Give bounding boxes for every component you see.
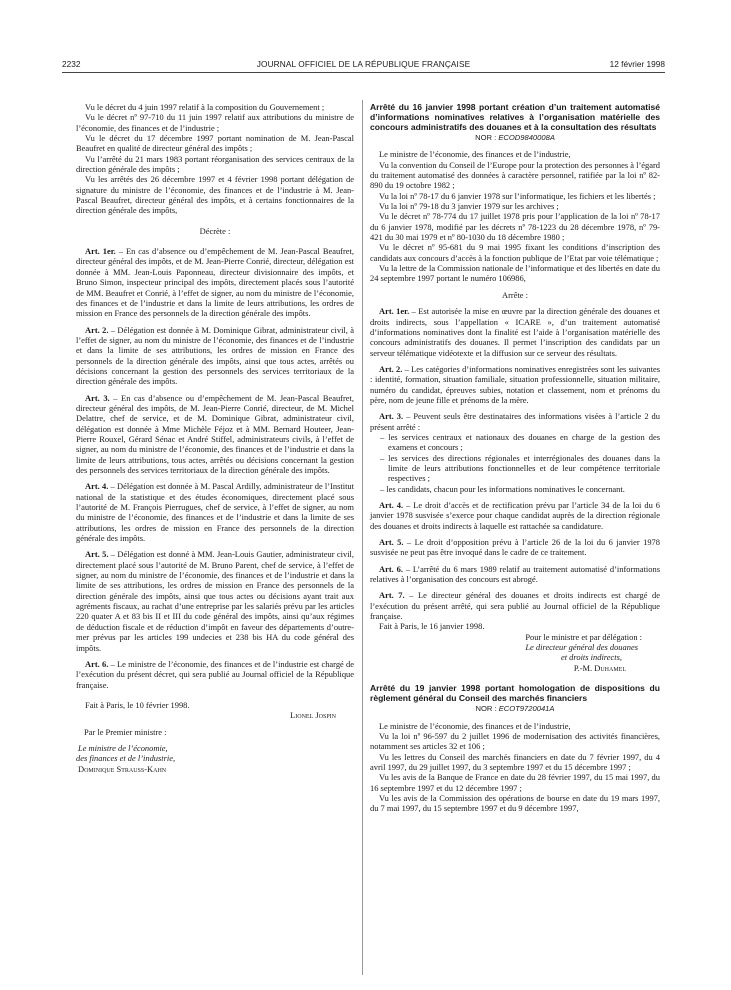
article-text: – En cas d’absence ou d’empêchement de M. Jean-Pascal Beaufret, directeur général des impôts, de M. Jean-Pierre Conrié, directeur, de M. Michel Delattre, chef de service, et de M. Dominique Gibrat, administrateur civil, délégation est donnée à Mme Michèle Féjoz et à MM. Bernard Houteer, Jean-Pierre Rouxel, Gérard Sénac et André Stiffel, administrateurs civils, à l’effet de signer, au nom du ministre de l’économie, des finances et de l’industrie et dans la limite de leurs attributions, tous actes, arrêtés ou décisions concernant la gestion des personnels des services territoriaux de la direction générale des impôts. [76,392,354,475]
article [76,325,354,387]
visa: Vu le décret nº 78-774 du 17 juillet 1978 pris pour l’application de la loi nº 78-17 du 6 janvier 1978, modifié par les décrets nº 78-1223 du 28 décembre 1978, nº 79-421 du 30 mai 1979 et nº 80-1030 du 18 décembre 1980 ; [370,211,660,243]
article-text: – Les catégories d’informations nominatives enregistrées sont les suivantes : identité, formation, situation familiale, situation professionnelle, situation militaire, numéro du candidat, épreuves subies, notation et classement, nom et prénoms du père, nom de jeune fille et prénoms de la mère. [370,363,661,405]
nor-code: ECOT9720041A [498,704,555,714]
visa: Vu les avis de la Banque de France en date du 28 février 1997, du 15 mai 1997, du 16 septembre 1997 et du 12 décembre 1997 ; [370,772,660,793]
visa: Vu la loi nº 79-18 du 3 janvier 1979 sur les archives ; [379,201,559,212]
article [76,549,354,652]
article-label: Art. 2. [379,363,403,374]
article-text: – L’arrêté du 6 mars 1989 relatif au traitement automatisé d’informations relatives à l’organisation des concours est abrogé. [370,563,660,585]
page-number: 2232 [62,59,81,69]
article-label: Art. 1er. [379,306,410,317]
article-text: – Le droit d’accès et de rectification prévu par l’article 34 de la loi du 6 janvier 1978 susvisée s’exerce pour chaque candidat auprès de la direction régionale des douanes et droits indirects à laquelle est rattachée sa candidature. [370,500,660,531]
signature-line: Pour le ministre et par délégation : [525,631,642,642]
fait-a-paris: Fait à Paris, le 16 janvier 1998. [379,621,485,632]
column-divider [362,100,363,975]
article [370,306,660,358]
article-text: – Délégation est donné à MM. Jean-Louis Gautier, administrateur civil, directement placé sous l’autorité de M. Bruno Parent, chef de service, à l’effet de signer, au nom du ministre de l’économie, des finances et de l’industrie et dans la limite de ses attributions, les ordres de mission en France des personnels de la direction générale des impôts, ainsi que tous actes ou décisions ayant trait aux agréments fiscaux, au rachat d’une entreprise par les salariés prévu par les articles 220 quater A et 83 bis II et III du code général des impôts, ainsi qu’aux régimes de déduction fiscale et de réduction d’impôt en faveur des départements d’outre-mer prévus par les articles 199 undecies et 238 bis HA du code général des impôts. [76,549,354,653]
visa: Vu l’arrêté du 21 mars 1983 portant réorganisation des services centraux de la direction générale des impôts ; [76,153,354,175]
visa: Vu le décret nº 97-710 du 11 juin 1997 relatif aux attributions du ministre de l’économie, des finances et de l’industrie ; [76,112,354,133]
nor-reference [370,704,660,714]
article-label: Art. 7. [379,590,405,601]
article-label: Art. 5. [379,537,404,548]
visa: Vu la loi nº 78-17 du 6 janvier 1978 sur l’informatique, les fichiers et les libertés ; [379,190,656,201]
arrete-heading: Arrête : [501,289,528,300]
visa: Vu les arrêtés des 26 décembre 1997 et 4 février 1998 portant délégation de signature du ministre de l’économie, des finances et de l’industrie à M. Jean-Pascal Beaufret, directeur général des impôts, et à certains fonctionnaires de la direction générale des impôts, [76,174,354,216]
visa: Vu les lettres du Conseil des marchés financiers en date du 7 février 1997, du 4 avril 1997, du 29 juillet 1997, du 3 septembre 1997 et du 15 décembre 1997 ; [370,751,660,772]
nor-code: ECOD9840008A [498,133,555,142]
article-text: – Peuvent seuls être destinataires des informations visées à l’article 2 du présent arrêté : [370,411,660,432]
article-text: – Délégation est donnée à M. Dominique Gibrat, administrateur civil, à l’effet de signer, au nom du ministre de l’économie, des finances et de l’industrie et dans la limite de ses attributions, les ordres de mission en France des personnels de la direction générale des impôts, ainsi que tous actes, arrêtés ou décisions concernant la gestion des personnels des services territoriaux de la direction générale des impôts. [76,324,354,387]
article-label: Art. 1er. [85,246,116,257]
signature-title: et droits indirects, [560,652,622,663]
list-item: – les candidats, chacun pour les informations nominatives le concernant. [370,484,660,494]
article [76,659,354,690]
article-label: Art. 3. [379,411,404,422]
issue-date: 12 février 1998 [609,59,665,69]
recipient-list [370,432,660,494]
article-text: – En cas d’absence ou d’empêchement de M. Jean-Pascal Beaufret, directeur général des impôts, et de M. Jean-Pierre Conrié, directeur, délégation est donnée à MM. Jean-Louis Paponneau, directeur divisionnaire des impôts, et Bruno Simon, inspecteur principal des impôts, directement placés sous l’autorité de MM. Beaufret et Conrié, à l’effet de signer, au nom du ministre de l’économie, des finances et de l’industrie et dans la limite de leurs attributions, les ordres de mission en France des personnels de la direction générale des impôts. [76,246,354,319]
arrete-title: Arrêté du 19 janvier 1998 portant homologation de dispositions du règlement général du Conseil des marchés financiers [370,683,660,704]
minister-name: Dominique Strauss-Kahn [78,763,167,774]
article [370,500,660,531]
article-label: Art. 3. [85,392,110,403]
article-label: Art. 6. [85,658,109,669]
arrete-intro: Le ministre de l’économie, des finances et de l’industrie, [379,149,571,160]
right-column [370,102,660,814]
arrete-intro: Le ministre de l’économie, des finances et de l’industrie, [379,720,571,731]
signature-title: Le directeur général des douanes [525,642,638,653]
article-label: Art. 2. [85,324,109,335]
article-label: Art. 4. [379,500,404,510]
article [370,411,660,432]
visa: Vu la lettre de la Commission nationale de l’informatique et des libertés en date du 24 septembre 1997 portant le numéro 106986, [370,263,660,284]
article [370,537,660,558]
visa: Vu le décret nº 95-681 du 9 mai 1995 fixant les conditions d’inscription des candidats aux concours d’accès à la fonction publique de l’Etat par voie télématique ; [370,242,660,263]
nor-reference [370,133,660,143]
nor-label: NOR : [475,133,499,142]
visa: Vu la loi nº 96-597 du 2 juillet 1996 de modernisation des activités financières, notamment ses articles 32 et 106 ; [370,730,660,752]
article [76,481,354,543]
article [370,590,660,621]
signatory: P.-M. Duhamel [573,662,626,673]
article [76,246,354,318]
article-text: – Est autorisée la mise en œuvre par la direction générale des douanes et droits indirects, sous l’appellation « ICARE », d’un traitement automatisé d’informations nominatives dont la finalité est l’aide à l’organisation matérielle des concours administratifs des douanes. Il permet l’inscription des candidats par un serveur télématique vidéotexte et la diffusion sur ce serveur des résultats. [370,306,660,358]
article [370,364,660,405]
by-prime-minister: Par le Premier ministre : [84,726,167,737]
visa: Vu le décret du 17 décembre 1997 portant nomination de M. Jean-Pascal Beaufret en qualité de directeur général des impôts ; [76,133,354,154]
left-column [76,102,354,774]
article [370,564,660,585]
article-text: – Le droit d’opposition prévu à l’article 26 de la loi du 6 janvier 1978 susvisée ne peut pas être invoqué dans le cadre de ce traitement. [370,537,660,558]
article [76,393,354,476]
visa: Vu la convention du Conseil de l’Europe pour la protection des personnes à l’égard du traitement automatisé des données à caractère personnel, ratifiée par la loi nº 82-890 du 19 octobre 1982 ; [370,159,660,191]
decrete-heading: Décrète : [199,225,231,236]
list-item: – les services centraux et nationaux des douanes en charge de la gestion des examens et concours ; [370,432,660,453]
header-rule [62,72,665,73]
visa: Vu les avis de la Commission des opérations de bourse en date du 19 mars 1997, du 7 mai 1997, du 15 septembre 1997 et du 9 décembre 1997, [370,792,660,814]
page-header [62,59,665,71]
fait-a-paris: Fait à Paris, le 10 février 1998. [85,699,190,710]
list-item: – les services des directions régionales et interrégionales des douanes dans la limite de leurs attributions fonctionnelles et de leur compétence territoriale respectives ; [370,453,660,484]
article-text: – Le ministre de l’économie, des finances et de l’industrie est chargé de l’exécution du présent décret, qui sera publié au Journal officiel de la République française. [76,658,354,690]
article-text: – Le directeur général des douanes et droits indirects est chargé de l’exécution du présent arrêté, qui sera publié au Journal officiel de la République française. [370,590,660,622]
article-label: Art. 4. [85,481,109,492]
minister-title: Le ministre de l’économie, [78,742,168,753]
minister-title: des finances et de l’industrie, [76,753,176,764]
arrete-title: Arrêté du 16 janvier 1998 portant création d’un traitement automatisé d’informations nominatives relatives à l’organisation matérielle des concours administratifs des douanes et à la consultation des résultats [370,102,660,132]
article-label: Art. 6. [379,563,403,574]
journal-title: JOURNAL OFFICIEL DE LA RÉPUBLIQUE FRANÇAISE [256,59,471,69]
nor-label: NOR : [475,704,499,714]
signatory: Lionel Jospin [290,710,336,721]
visa: Vu le décret du 4 juin 1997 relatif à la composition du Gouvernement ; [85,102,325,112]
article-text: – Délégation est donnée à M. Pascal Ardilly, administrateur de l’Institut national de la statistique et des études économiques, directement placé sous l’autorité de M. François Pierrugues, chef de service, à l’effet de signer, au nom du ministre de l’économie, des finances et de l’industrie et dans la limite de ses attributions, les ordres de mission en France des personnels de la direction générale des impôts. [76,481,354,544]
article-label: Art. 5. [85,549,109,560]
